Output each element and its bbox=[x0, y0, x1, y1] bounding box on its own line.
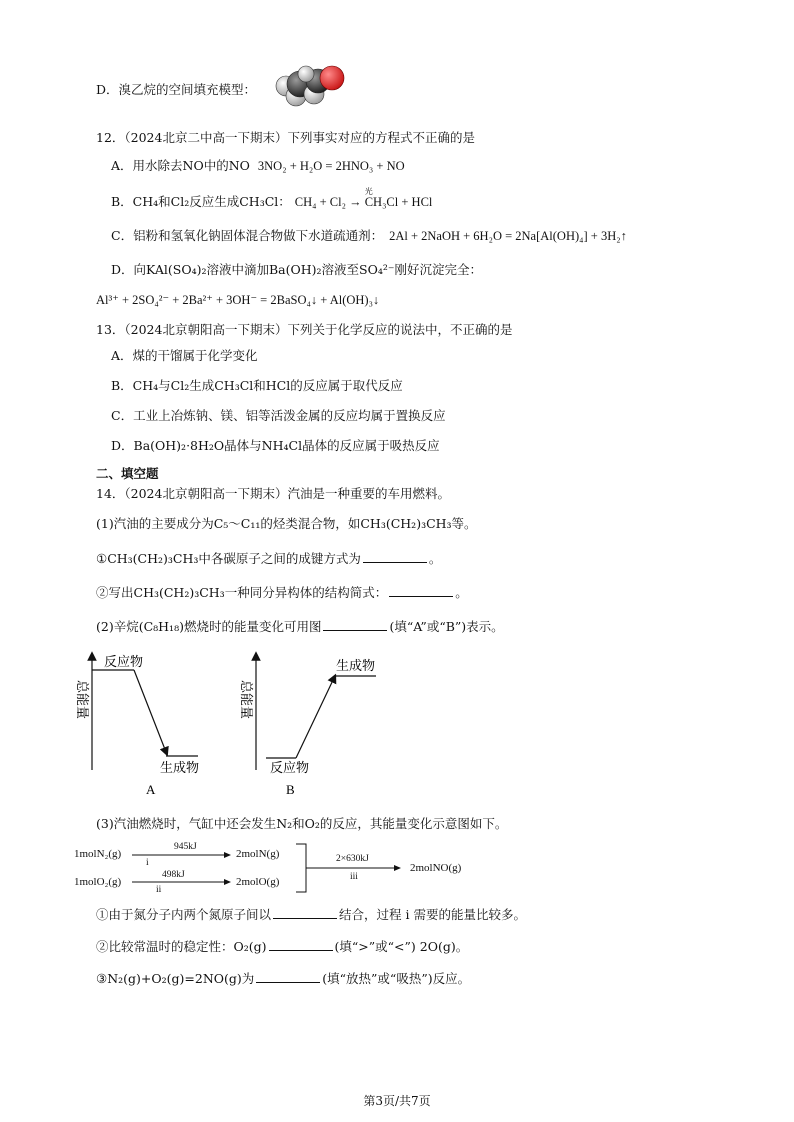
q14-part3-b bbox=[96, 938, 468, 955]
bracket bbox=[296, 844, 306, 892]
reactant-n2: 1molN₂(g) bbox=[74, 848, 122, 860]
q12-option-a bbox=[111, 158, 405, 174]
answer-blank-4[interactable] bbox=[273, 906, 337, 919]
energy-graph-b bbox=[238, 648, 388, 798]
energy-flow-diagram bbox=[70, 836, 490, 896]
product-no: 2molNO(g) bbox=[410, 862, 462, 874]
q14-part1-b bbox=[96, 584, 468, 601]
q11-option-d: D．溴乙烷的空间填充模型： bbox=[96, 82, 257, 97]
answer-blank-5[interactable] bbox=[269, 938, 333, 951]
graph-b-caption: B bbox=[286, 782, 295, 797]
energy-arrow bbox=[134, 670, 166, 752]
q12-option-b bbox=[111, 187, 433, 210]
light-condition-label: 光 bbox=[364, 187, 373, 196]
q14-part3: (3)汽油燃烧时，气缸中还会发生N₂和O₂的反应，其能量变化示意图如下。 bbox=[96, 816, 508, 831]
energy-i: 945kJ bbox=[174, 842, 197, 852]
q14-part2 bbox=[96, 618, 504, 635]
q13-option-b: B．CH₄与Cl₂生成CH₃Cl和HCl的反应属于取代反应 bbox=[111, 378, 403, 393]
q14-stem: 14．（2024北京朝阳高一下期末）汽油是一种重要的车用燃料。 bbox=[96, 486, 450, 501]
energy-graph-a bbox=[70, 648, 220, 798]
graph-b-ylabel: 总能量 bbox=[238, 680, 253, 720]
q14-part1-b-text: ②写出CH₃(CH₂)₃CH₃一种同分异构体的结构简式： bbox=[96, 585, 388, 600]
q13-option-d: D．Ba(OH)₂·8H₂O晶体与NH₄Cl晶体的反应属于吸热反应 bbox=[111, 438, 440, 453]
graph-a-top-label: 反应物 bbox=[104, 655, 144, 670]
q14-part3-a-text: ①由于氮分子内两个氮原子间以 bbox=[96, 907, 272, 922]
q12-stem: 12．（2024北京二中高一下期末）下列事实对应的方程式不正确的是 bbox=[96, 130, 475, 145]
q13-option-c: C．工业上冶炼钠、镁、铝等活泼金属的反应均属于置换反应 bbox=[111, 408, 446, 423]
q14-part3-c-end: (填“放热”或“吸热”)反应。 bbox=[322, 971, 471, 986]
answer-blank-1[interactable] bbox=[363, 550, 427, 563]
q12-option-d-label: D．向KAl(SO₄)₂溶液中滴加Ba(OH)₂溶液至SO₄²⁻刚好沉淀完全： bbox=[111, 262, 482, 277]
q12-option-a-equation: 3NO₂ + H₂O = 2HNO₃ + NO bbox=[257, 159, 405, 173]
q14-part3-c-text: ③N₂(g)+O₂(g)=2NO(g)为 bbox=[96, 971, 255, 986]
energy-arrow bbox=[296, 678, 334, 758]
q12-option-c-label: C．铝粉和氢氧化钠固体混合物做下水道疏通剂： bbox=[111, 228, 384, 243]
q12-option-c-equation: 2Al + 2NaOH + 6H₂O = 2Na[Al(OH)₄] + 3H₂↑ bbox=[389, 229, 627, 243]
q14-part3-b-text: ②比较常温时的稳定性：O₂(g) bbox=[96, 939, 267, 954]
q12-option-a-label: A．用水除去NO中的NO bbox=[111, 158, 250, 173]
section-title: 二、填空题 bbox=[96, 466, 159, 481]
q14-part1-b-end: 。 bbox=[455, 585, 468, 600]
intermediate-o: 2molO(g) bbox=[236, 876, 280, 888]
energy-ii: 498kJ bbox=[162, 870, 185, 880]
q14-part1-a-end: 。 bbox=[428, 551, 442, 566]
graph-b-top-label: 生成物 bbox=[336, 659, 376, 674]
step-i: i bbox=[146, 858, 149, 868]
q14-part2-text: (2)辛烷(C₈H₁₈)燃烧时的能量变化可用图 bbox=[96, 619, 322, 634]
answer-blank-6[interactable] bbox=[256, 970, 320, 983]
q12-option-b-label: B．CH₄和Cl₂反应生成CH₃Cl： bbox=[111, 194, 291, 209]
q12-option-d-equation: Al³⁺ + 2SO₄²⁻ + 2Ba²⁺ + 3OH⁻ = 2BaSO₄↓ + Al(OH)₃↓ bbox=[96, 293, 380, 307]
q14-part1: (1)汽油的主要成分为C₅～C₁₁的烃类混合物，如CH₃(CH₂)₃CH₃等。 bbox=[96, 516, 477, 531]
intermediate-n: 2molN(g) bbox=[236, 848, 280, 860]
reactant-o2: 1molO₂(g) bbox=[74, 876, 122, 888]
q14-part2-end: (填“A”或“B”)表示。 bbox=[389, 619, 504, 634]
page-footer: 第3页/共7页 bbox=[363, 1094, 431, 1108]
q14-part3-a-end: 结合，过程 i 需要的能量比较多。 bbox=[339, 907, 526, 922]
energy-iii: 2×630kJ bbox=[336, 854, 369, 864]
q14-part1-a bbox=[96, 550, 441, 567]
q13-option-a: A．煤的干馏属于化学变化 bbox=[111, 348, 258, 363]
graph-b-bottom-label: 反应物 bbox=[270, 761, 310, 776]
q14-part3-c bbox=[96, 970, 470, 987]
q14-part3-a bbox=[96, 906, 526, 923]
q12-option-b-equation: CH₄ + Cl₂ → CH₃Cl + HCl bbox=[294, 195, 433, 209]
graph-a-bottom-label: 生成物 bbox=[160, 761, 200, 776]
bromoethane-space-filling-model bbox=[272, 64, 352, 108]
q14-part3-b-end: (填“>”或“<”) 2O(g)。 bbox=[334, 939, 469, 954]
step-iii: iii bbox=[350, 872, 358, 882]
answer-blank-2[interactable] bbox=[389, 584, 453, 597]
q14-part1-a-text: ①CH₃(CH₂)₃CH₃中各碳原子之间的成键方式为 bbox=[96, 551, 361, 566]
graph-a-ylabel: 总能量 bbox=[74, 680, 89, 720]
q13-stem: 13．（2024北京朝阳高一下期末）下列关于化学反应的说法中，不正确的是 bbox=[96, 322, 513, 337]
step-ii: ii bbox=[156, 885, 162, 895]
answer-blank-3[interactable] bbox=[323, 618, 387, 631]
q12-option-c bbox=[111, 228, 627, 244]
graph-a-caption: A bbox=[146, 782, 156, 797]
